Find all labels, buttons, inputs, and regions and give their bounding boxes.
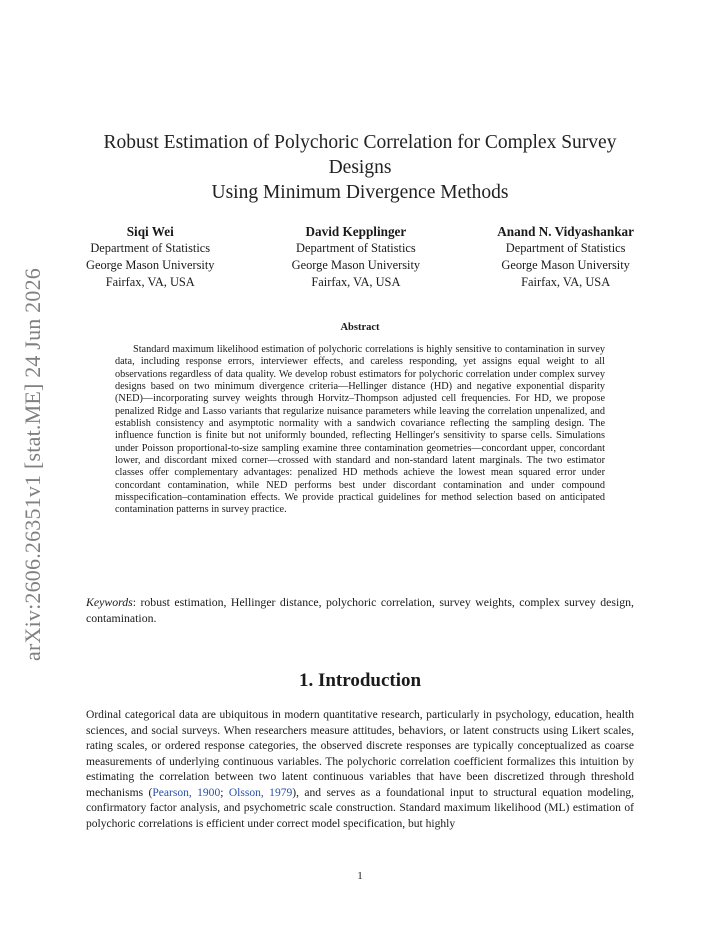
title-line: Robust Estimation of Polychoric Correlation for Complex Survey <box>103 132 617 153</box>
author-name: Anand N. Vidyashankar <box>497 224 634 239</box>
author-location: Fairfax, VA, USA <box>311 275 401 289</box>
page-number: 1 <box>357 870 363 882</box>
citation-link-pearson[interactable]: Pearson, 1900 <box>152 786 221 799</box>
abstract-heading: Abstract <box>340 322 380 333</box>
keywords-label: Keywords <box>86 595 133 609</box>
author-name: Siqi Wei <box>126 224 174 239</box>
title-line: Using Minimum Divergence Methods <box>211 182 509 203</box>
paper-title <box>86 130 634 205</box>
author-university: George Mason University <box>501 258 630 272</box>
author-block <box>292 223 420 291</box>
keywords-list: : robust estimation, Hellinger distance, polychoric correlation, survey weights, complex survey design, contamination. <box>86 595 634 625</box>
author-university: George Mason University <box>291 258 421 272</box>
author-department: Department of Statistics <box>505 241 626 255</box>
section-heading-introduction: 1. Introduction <box>298 670 422 691</box>
author-name: David Kepplinger <box>305 224 407 239</box>
citation-link-olsson[interactable]: Olsson, 1979 <box>228 786 293 799</box>
arxiv-identifier: arXiv:2606.26351v1 [stat.ME] 24 Jun 2026 <box>20 268 45 662</box>
keywords-paragraph <box>86 594 634 626</box>
abstract-text: Standard maximum likelihood estimation of polychoric correlations is highly sensitive to contamination in survey data, including response errors, interviewer effects, and careless responding, yet assigns equal weight to all observations regardless of data quality. We develop robust estimators for polychoric correlation under complex survey designs based on two minimum divergence criteria—Hellinger distance (HD) and negative exponential disparity (NED)—incorporating survey weights through Horvitz–Thompson adjusted cell frequencies. For HD, we propose penalized Ridge and Lasso variants that regularize nuisance parameters while leaving the correlation unpenalized, and establish consistency and asymptotic normality with a sandwich covariance reflecting the sampling design. The influence function is finite but not uniformly bounded, reflecting Hellinger's sensitivity to sparse cells. Simulations under Poisson proportional-to-size sampling examine three contamination geometries—concordant upper, concordant lower, and discordant mixed corner—crossed with standard and non-standard latent marginals. The two estimator classes offer complementary advantages: penalized HD methods achieve the lowest mean squared error under concordant contamination, while NED performs best under discordant contamination and under compound misspecification–contamination effects. We provide practical guidelines for method selection based on anticipated contamination patterns in survey practice. <box>115 344 605 516</box>
author-list <box>86 223 634 291</box>
intro-text-continued: ), and serves as a foundational input to structural equation modeling, confirmatory factor analysis, and psychometric scale construction. Standard maximum likelihood (ML) estimation of polychoric correlations is efficient under correct model specification, but highly <box>86 786 634 830</box>
introduction-paragraph <box>86 708 634 832</box>
author-location: Fairfax, VA, USA <box>521 275 611 289</box>
author-location: Fairfax, VA, USA <box>105 275 195 289</box>
title-line: Designs <box>328 157 392 178</box>
author-block <box>497 223 634 291</box>
intro-text: Ordinal categorical data are ubiquitous in modern quantitative research, particularly in psychology, education, health sciences, and social surveys. When researchers measure attitudes, behaviors, or latent constructs using Likert scales, rating scales, or ordered response categories, the observed discrete responses are typically conceptualized as coarse measurements of underlying continuous variables. The polychoric correlation coefficient formalizes this intuition by estimating the correlation between two latent continuous variables that have been discretized through threshold mechanisms ( <box>86 709 634 799</box>
author-university: George Mason University <box>86 258 215 272</box>
citation-separator: ; <box>220 786 229 799</box>
author-department: Department of Statistics <box>296 241 416 255</box>
author-department: Department of Statistics <box>90 241 211 255</box>
author-block <box>86 223 214 291</box>
